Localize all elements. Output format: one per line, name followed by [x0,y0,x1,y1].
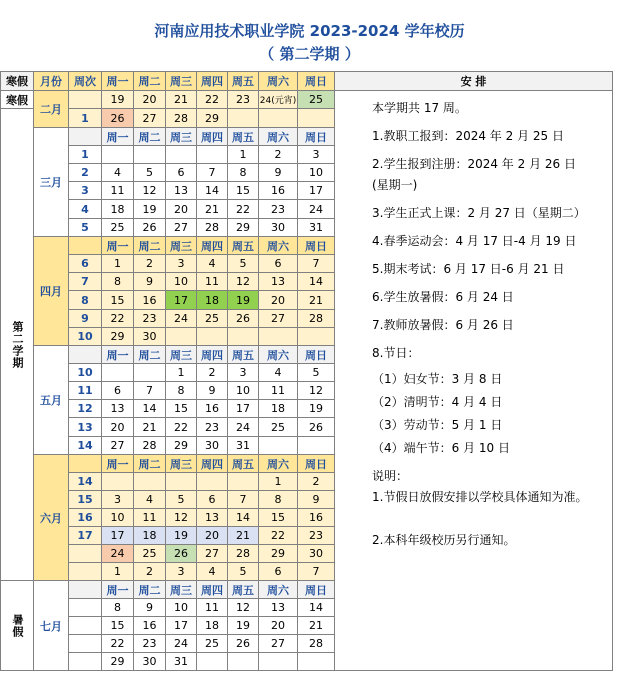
day-cell [227,108,259,128]
month-label: 二月 [33,90,69,128]
day-cell: 9 [133,598,166,617]
header-period: 寒假 [0,71,34,91]
day-cell: 21 [297,290,335,310]
day-cell: 31 [297,218,335,237]
day-cell [101,363,134,382]
day-cell: 16 [133,290,166,310]
note-line: 2.学生报到注册：2024 年 2 月 26 日 [372,157,576,171]
day-cell: 17 [297,181,335,200]
day-cell: 24 [227,417,259,437]
day-cell: 25 [297,90,335,109]
day-cell [196,145,228,164]
day-cell [258,327,298,346]
week-number: 3 [68,181,102,200]
week-number: 8 [68,290,102,310]
day-cell [101,145,134,164]
day-cell: 3 [165,562,197,581]
day-cell: 12 [165,508,197,527]
day-cell: 4 [258,363,298,382]
weekday-header-cell: 周日 [297,454,335,473]
day-cell: 30 [133,652,166,671]
day-cell: 15 [101,616,134,635]
day-cell: 11 [101,181,134,200]
weekday-header-cell: 周一 [101,236,134,255]
day-cell [196,652,228,671]
day-cell: 29 [101,327,134,346]
weekday-header-cell: 周四 [196,345,228,364]
weekday-header-cell: 周日 [297,345,335,364]
header-day: 周三 [165,71,197,91]
day-cell: 1 [101,254,134,273]
note-line: 1.教职工报到：2024 年 2 月 25 日 [372,129,564,143]
weekday-header-cell: 周日 [297,580,335,599]
weekday-header-blank [68,236,102,255]
day-cell: 4 [196,562,228,581]
day-cell: 18 [196,616,228,635]
day-cell [297,327,335,346]
day-cell: 24 [101,544,134,563]
day-cell: 1 [258,472,298,491]
week-number: 9 [68,309,102,328]
day-cell: 16 [196,399,228,418]
day-cell: 18 [101,199,134,219]
day-cell: 2 [196,363,228,382]
day-cell: 30 [258,218,298,237]
day-cell: 27 [133,108,166,128]
note-line: （3）劳动节：5 月 1 日 [372,418,503,432]
header-day: 周一 [101,71,134,91]
day-cell: 6 [196,490,228,509]
day-cell: 14 [227,508,259,527]
day-cell: 8 [258,490,298,509]
weekday-header-cell: 周二 [133,345,166,364]
day-cell [133,363,166,382]
day-cell: 8 [165,381,197,400]
note-line: 4.春季运动会：4 月 17 日-4 月 19 日 [372,234,577,248]
week-number: 1 [68,145,102,164]
weekday-header-cell: 周五 [227,580,259,599]
note-line: 1.节假日放假安排以学校具体通知为准。 [372,490,588,504]
period-summer: 暑假 [0,580,34,671]
header-week-no: 周次 [68,71,102,91]
day-cell: 31 [165,652,197,671]
weekday-header-cell: 周一 [101,345,134,364]
day-cell: 5 [133,163,166,182]
day-cell: 16 [258,181,298,200]
day-cell: 21 [297,616,335,635]
day-cell: 29 [227,218,259,237]
day-cell: 5 [227,254,259,273]
note-line: 本学期共 17 周。 [372,101,467,115]
weekday-header-cell: 周六 [258,236,298,255]
calendar-subtitle: （ 第二学期 ） [259,45,360,63]
note-line: 5.期末考试：6 月 17 日-6 月 21 日 [372,262,565,276]
day-cell: 3 [101,490,134,509]
day-cell: 15 [227,181,259,200]
day-cell: 13 [101,399,134,418]
day-cell: 4 [196,254,228,273]
weekday-header-cell: 周五 [227,345,259,364]
weekday-header-cell: 周三 [165,127,197,146]
day-cell: 6 [165,163,197,182]
day-cell: 5 [227,562,259,581]
day-cell: 24 [165,309,197,328]
day-cell: 3 [227,363,259,382]
weekday-header-cell: 周六 [258,127,298,146]
period-winter: 寒假 [0,90,34,109]
day-cell: 6 [101,381,134,400]
day-cell: 2 [297,472,335,491]
weekday-header-cell: 周一 [101,454,134,473]
day-cell: 9 [133,272,166,291]
day-cell [258,652,298,671]
day-cell: 31 [227,436,259,455]
day-cell: 3 [297,145,335,164]
day-cell: 2 [133,254,166,273]
day-cell: 7 [227,490,259,509]
day-cell: 12 [227,598,259,617]
weekday-header-cell: 周六 [258,454,298,473]
day-cell: 21 [196,199,228,219]
day-cell: 20 [258,616,298,635]
day-cell: 2 [258,145,298,164]
day-cell: 20 [258,290,298,310]
weekday-header-cell: 周二 [133,236,166,255]
day-cell: 20 [101,417,134,437]
day-cell [258,436,298,455]
day-cell: 16 [133,616,166,635]
weekday-header-cell: 周一 [101,580,134,599]
week-number: 11 [68,381,102,400]
day-cell [196,327,228,346]
day-cell: 22 [258,526,298,545]
note-line: （2）清明节：4 月 4 日 [372,395,503,409]
header-day: 周二 [133,71,166,91]
week-number: 14 [68,472,102,491]
day-cell: 27 [165,218,197,237]
header-arrange: 安 排 [334,71,613,91]
period-semester: 第二学期 [0,108,34,581]
day-cell [227,472,259,491]
weekday-header-cell: 周六 [258,345,298,364]
weekday-header-cell: 周四 [196,236,228,255]
day-cell: 27 [258,309,298,328]
day-cell: 11 [258,381,298,400]
day-cell: 23 [133,309,166,328]
day-cell: 17 [227,399,259,418]
day-cell: 1 [227,145,259,164]
day-cell: 22 [101,634,134,653]
weekday-header-blank [68,345,102,364]
week-number: 10 [68,327,102,346]
day-cell: 5 [297,363,335,382]
note-line: 8.节日： [372,346,420,360]
day-cell: 26 [227,309,259,328]
note-line: 说明： [372,469,409,483]
day-cell: 29 [165,436,197,455]
day-cell: 20 [165,199,197,219]
month-label: 六月 [33,454,69,581]
day-cell [165,145,197,164]
day-cell: 4 [133,490,166,509]
month-label: 七月 [33,580,69,671]
day-cell: 5 [165,490,197,509]
day-cell [165,327,197,346]
day-cell: 25 [196,309,228,328]
day-cell: 7 [297,254,335,273]
day-cell [297,652,335,671]
day-cell: 26 [227,634,259,653]
weekday-header-blank [68,580,102,599]
day-cell: 15 [258,508,298,527]
day-cell: 13 [196,508,228,527]
day-cell: 20 [196,526,228,545]
weekday-header-cell: 周二 [133,127,166,146]
day-cell: 23 [258,199,298,219]
note-line: （1）妇女节：3 月 8 日 [372,372,503,386]
day-cell: 19 [227,290,259,310]
week-number [68,598,102,617]
day-cell: 26 [133,218,166,237]
day-cell: 9 [297,490,335,509]
day-cell: 30 [196,436,228,455]
note-line: 7.教师放暑假：6 月 26 日 [372,318,514,332]
day-cell: 21 [133,417,166,437]
note-line: (星期一) [372,178,418,192]
day-cell: 7 [297,562,335,581]
weekday-header-cell: 周五 [227,127,259,146]
day-cell: 25 [133,544,166,563]
day-cell: 18 [133,526,166,545]
weekday-header-cell: 周三 [165,454,197,473]
weekday-header-cell: 周日 [297,127,335,146]
day-cell: 9 [196,381,228,400]
weekday-header-cell: 周二 [133,454,166,473]
day-cell: 28 [165,108,197,128]
day-cell: 23 [227,90,259,109]
week-number [68,562,102,581]
week-number: 7 [68,272,102,291]
day-cell [227,652,259,671]
day-cell: 12 [133,181,166,200]
note-line: 2.本科年级校历另行通知。 [372,533,516,547]
month-label: 四月 [33,236,69,346]
day-cell: 25 [101,218,134,237]
day-cell: 23 [133,634,166,653]
weekday-header-blank [68,127,102,146]
note-line: （4）端午节：6 月 10 日 [372,441,510,455]
day-cell: 8 [101,272,134,291]
day-cell: 27 [196,544,228,563]
day-cell: 28 [227,544,259,563]
weekday-header-cell: 周四 [196,454,228,473]
weekday-header-cell: 周三 [165,345,197,364]
week-number: 17 [68,526,102,545]
day-cell: 14 [297,598,335,617]
day-cell: 27 [258,634,298,653]
day-cell: 20 [133,90,166,109]
day-cell: 24 [297,199,335,219]
day-cell: 8 [227,163,259,182]
day-cell [133,145,166,164]
week-number: 14 [68,436,102,455]
day-cell: 13 [258,272,298,291]
month-label: 三月 [33,127,69,237]
day-cell: 30 [133,327,166,346]
day-cell [133,472,166,491]
day-cell: 13 [165,181,197,200]
day-cell: 23 [297,526,335,545]
day-cell: 2 [133,562,166,581]
day-cell: 28 [133,436,166,455]
weekday-header-cell: 周一 [101,127,134,146]
day-cell: 7 [196,163,228,182]
day-cell: 10 [297,163,335,182]
week-number: 4 [68,199,102,219]
day-cell: 7 [133,381,166,400]
week-number: 2 [68,163,102,182]
day-cell: 14 [297,272,335,291]
month-label: 五月 [33,345,69,455]
day-cell [297,108,335,128]
day-cell: 17 [165,290,197,310]
day-cell: 9 [258,163,298,182]
day-cell [258,108,298,128]
day-cell: 10 [227,381,259,400]
day-cell: 3 [165,254,197,273]
week-number: 1 [68,108,102,128]
header-month: 月份 [33,71,69,91]
day-cell: 8 [101,598,134,617]
note-line: 3.学生正式上课：2 月 27 日（星期二） [372,206,586,220]
week-number [68,634,102,653]
week-number: 15 [68,490,102,509]
day-cell: 4 [101,163,134,182]
day-cell: 6 [258,562,298,581]
day-cell: 14 [133,399,166,418]
day-cell: 15 [165,399,197,418]
day-cell: 11 [196,272,228,291]
day-cell: 18 [196,290,228,310]
weekday-header-cell: 周四 [196,580,228,599]
day-cell: 28 [196,218,228,237]
day-cell: 13 [258,598,298,617]
day-cell: 17 [165,616,197,635]
day-cell: 10 [165,272,197,291]
header-day: 周日 [297,71,335,91]
day-cell: 24(元宵) [258,90,298,109]
day-cell: 10 [101,508,134,527]
week-number [68,616,102,635]
day-cell: 22 [227,199,259,219]
day-cell [165,472,197,491]
day-cell: 12 [297,381,335,400]
day-cell: 28 [297,634,335,653]
day-cell: 11 [133,508,166,527]
day-cell: 22 [101,309,134,328]
day-cell [297,436,335,455]
weekday-header-cell: 周五 [227,236,259,255]
day-cell: 10 [165,598,197,617]
day-cell: 26 [101,108,134,128]
header-day: 周六 [258,71,298,91]
weekday-header-cell: 周二 [133,580,166,599]
day-cell: 29 [196,108,228,128]
weekday-header-cell: 周六 [258,580,298,599]
week-number: 13 [68,417,102,437]
weekday-header-cell: 周三 [165,236,197,255]
day-cell: 22 [196,90,228,109]
day-cell: 28 [297,309,335,328]
day-cell: 29 [258,544,298,563]
day-cell: 19 [227,616,259,635]
week-number [68,544,102,563]
week-number: 10 [68,363,102,382]
day-cell [101,472,134,491]
day-cell: 19 [101,90,134,109]
day-cell: 22 [165,417,197,437]
day-cell: 19 [133,199,166,219]
day-cell: 1 [101,562,134,581]
day-cell: 11 [196,598,228,617]
weekday-header-cell: 周五 [227,454,259,473]
day-cell [196,472,228,491]
day-cell: 19 [165,526,197,545]
week-number [68,90,102,109]
day-cell: 18 [258,399,298,418]
header-day: 周四 [196,71,228,91]
day-cell: 25 [196,634,228,653]
header-day: 周五 [227,71,259,91]
day-cell: 26 [165,544,197,563]
day-cell: 27 [101,436,134,455]
day-cell: 29 [101,652,134,671]
day-cell: 15 [101,290,134,310]
day-cell: 26 [297,417,335,437]
week-number: 5 [68,218,102,237]
week-number: 16 [68,508,102,527]
week-number [68,652,102,671]
day-cell: 24 [165,634,197,653]
day-cell: 30 [297,544,335,563]
weekday-header-cell: 周日 [297,236,335,255]
note-line: 6.学生放暑假：6 月 24 日 [372,290,514,304]
day-cell: 1 [165,363,197,382]
day-cell: 21 [165,90,197,109]
day-cell: 16 [297,508,335,527]
calendar-title: 河南应用技术职业学院 2023-2024 学年校历 [154,22,465,40]
day-cell: 17 [101,526,134,545]
day-cell: 6 [258,254,298,273]
weekday-header-blank [68,454,102,473]
day-cell: 19 [297,399,335,418]
day-cell: 25 [258,417,298,437]
day-cell: 14 [196,181,228,200]
weekday-header-cell: 周四 [196,127,228,146]
day-cell: 23 [196,417,228,437]
week-number: 6 [68,254,102,273]
day-cell: 12 [227,272,259,291]
day-cell: 21 [227,526,259,545]
weekday-header-cell: 周三 [165,580,197,599]
day-cell [227,327,259,346]
week-number: 12 [68,399,102,418]
